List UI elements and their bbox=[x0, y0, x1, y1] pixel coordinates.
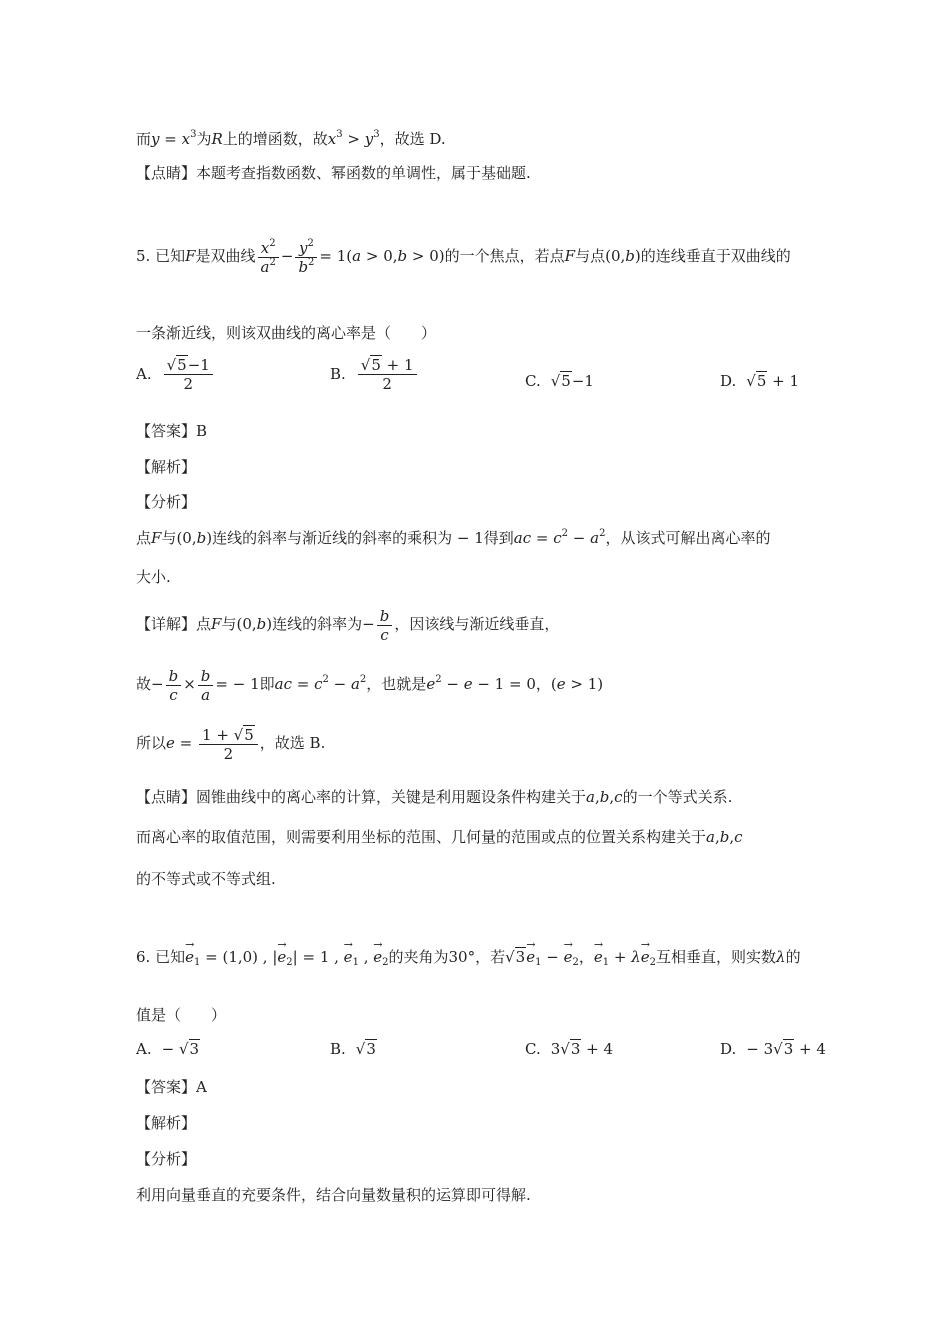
text: ，故选 D. bbox=[379, 130, 446, 148]
q5-fenxi-label: 【分析】 bbox=[136, 493, 197, 511]
text: 为 bbox=[196, 130, 212, 148]
text: 的连线垂直于双曲线的 bbox=[640, 247, 791, 265]
option-label: A. bbox=[136, 364, 152, 383]
option-label: D. bbox=[720, 1040, 737, 1058]
answer-value: B bbox=[196, 422, 208, 440]
q5-tip: 【点睛】圆锥曲线中的离心率的计算，关键是利用题设条件构建关于a,b,c的一个等式关系. bbox=[136, 788, 733, 806]
answer-label: 【答案】 bbox=[136, 1078, 197, 1096]
text: 的 bbox=[785, 948, 801, 966]
q5-stem-line2: 一条渐近线，则该双曲线的离心率是（ ） bbox=[136, 324, 437, 342]
text: ，从该式可解出离心率的 bbox=[605, 529, 771, 547]
text: 5. 已知 bbox=[136, 247, 186, 265]
detail-label: 【详解】 bbox=[136, 615, 197, 633]
text: ，故选 B. bbox=[259, 734, 326, 752]
q5-option-c: C. √5−1 bbox=[525, 372, 594, 390]
text: 是双曲线 bbox=[195, 247, 256, 265]
q6-stem-line2: 值是（ ） bbox=[136, 1006, 227, 1024]
q5-fenxi-line2: 大小. bbox=[136, 568, 171, 586]
text: 故 bbox=[136, 675, 152, 693]
q5-tip-line2: 而离心率的取值范围，则需要利用坐标的范围、几何量的范围或点的位置关系构建关于a,b,c bbox=[136, 828, 743, 846]
q6-fenxi-label: 【分析】 bbox=[136, 1150, 197, 1168]
q6-stem: 6. 已知→ $e_1 = (1,0)$ , |→ $e_2| = 1$ , → $e_1$ , → $e_2$的夹角为30°，若$√3\to e_1$ − → $e_2$，→ $e_1 + \lambda\to e_2$互相垂直，则实数λ的 bbox=[136, 946, 801, 968]
q5-fenxi-text: 点F与(0,b)连线的斜率与渐近线的斜率的乘积为 − 1得到ac = $c^2 - a^2$，从该式可解出离心率的 bbox=[136, 528, 771, 547]
answer-label: 【答案】 bbox=[136, 422, 197, 440]
text: 与 bbox=[161, 529, 177, 547]
q6-option-c: C. 3√3 + 4 bbox=[525, 1040, 614, 1058]
text: ，因该线与渐近线垂直， bbox=[394, 615, 560, 633]
q5-detail: 【详解】点F与(0,b)连线的斜率为− $\frac{b}{c}$ ，因该线与渐近线垂直， bbox=[136, 606, 560, 644]
text: 所以 bbox=[136, 734, 167, 752]
text: 的一个焦点，若点 bbox=[444, 247, 565, 265]
text: 得到 bbox=[483, 529, 514, 547]
q5-option-a: A. $\frac{√5-1}{2}$ bbox=[136, 356, 215, 393]
prev-conclusion-line: 而$y = x^3$为R上的增函数，故$x^3 > y^3$，故选 D. bbox=[136, 129, 446, 148]
text: 点 bbox=[136, 529, 152, 547]
text: 点 bbox=[196, 615, 212, 633]
tip-label: 【点睛】 bbox=[136, 788, 197, 806]
q6-answer bbox=[136, 1076, 207, 1098]
text: 而 bbox=[136, 130, 152, 148]
text: 即 bbox=[259, 675, 275, 693]
option-label: B. bbox=[330, 1040, 346, 1058]
text: 的一个等式关系. bbox=[622, 788, 733, 806]
option-label: B. bbox=[330, 364, 346, 383]
text: 圆锥曲线中的离心率的计算，关键是利用题设条件构建关于 bbox=[196, 788, 587, 806]
prev-tip bbox=[136, 162, 531, 184]
answer-value: A bbox=[196, 1078, 207, 1096]
q5-option-b: B. $\frac{√5 + 1}{2}$ bbox=[330, 356, 419, 393]
tip-label: 【点睛】 bbox=[136, 164, 197, 182]
text: 6. 已知 bbox=[136, 948, 186, 966]
option-label: C. bbox=[525, 1040, 541, 1058]
option-label: C. bbox=[525, 372, 541, 390]
option-label: A. bbox=[136, 1040, 152, 1058]
text: 连线的斜率与渐近线的斜率的乘积为 bbox=[212, 529, 453, 547]
text: 上的增函数，故 bbox=[222, 130, 328, 148]
tip-text: 本题考查指数函数、幂函数的单调性，属于基础题. bbox=[196, 164, 531, 182]
text: 连线的斜率为 bbox=[272, 615, 363, 633]
text: 与 bbox=[221, 615, 237, 633]
text: ，也就是 bbox=[366, 675, 427, 693]
text: 互相垂直，则实数 bbox=[656, 948, 777, 966]
text: 而离心率的取值范围，则需要利用坐标的范围、几何量的范围或点的位置关系构建关于 bbox=[136, 828, 707, 846]
q6-option-d: D. − 3√3 + 4 bbox=[720, 1040, 826, 1058]
q6-fenxi-text: 利用向量垂直的充要条件，结合向量数量积的运算即可得解. bbox=[136, 1186, 531, 1204]
q5-detail-line2: 故− $\frac{b}{c}$ × $\frac{b}{a}$ = − 1即ac = $c^2 - a^2$，也就是$e^2 - e - 1 = 0$，(e > 1) bbox=[136, 666, 604, 704]
text: ， bbox=[535, 675, 551, 693]
q5-detail-line3: 所以e = $\frac{1 + √5}{2}$ ，故选 B. bbox=[136, 725, 326, 763]
option-label: D. bbox=[720, 372, 737, 390]
q6-option-b: B. √3 bbox=[330, 1040, 376, 1058]
text: 与点 bbox=[575, 247, 606, 265]
q5-stem: 5. 已知F是双曲线 $\frac{x^2}{a^2}$ − $\frac{y^2}{b^2}$ = 1(a > 0,b > 0)的一个焦点，若点F与点(0,b)的连线垂直于双曲线的 bbox=[136, 237, 791, 276]
q5-option-d: D. √5 + 1 bbox=[720, 372, 800, 390]
q5-answer bbox=[136, 420, 207, 442]
q6-option-a: A. − √3 bbox=[136, 1040, 200, 1058]
q5-analysis-label: 【解析】 bbox=[136, 458, 197, 476]
q5-tip-line3: 的不等式或不等式组. bbox=[136, 870, 276, 888]
q6-analysis-label: 【解析】 bbox=[136, 1114, 197, 1132]
